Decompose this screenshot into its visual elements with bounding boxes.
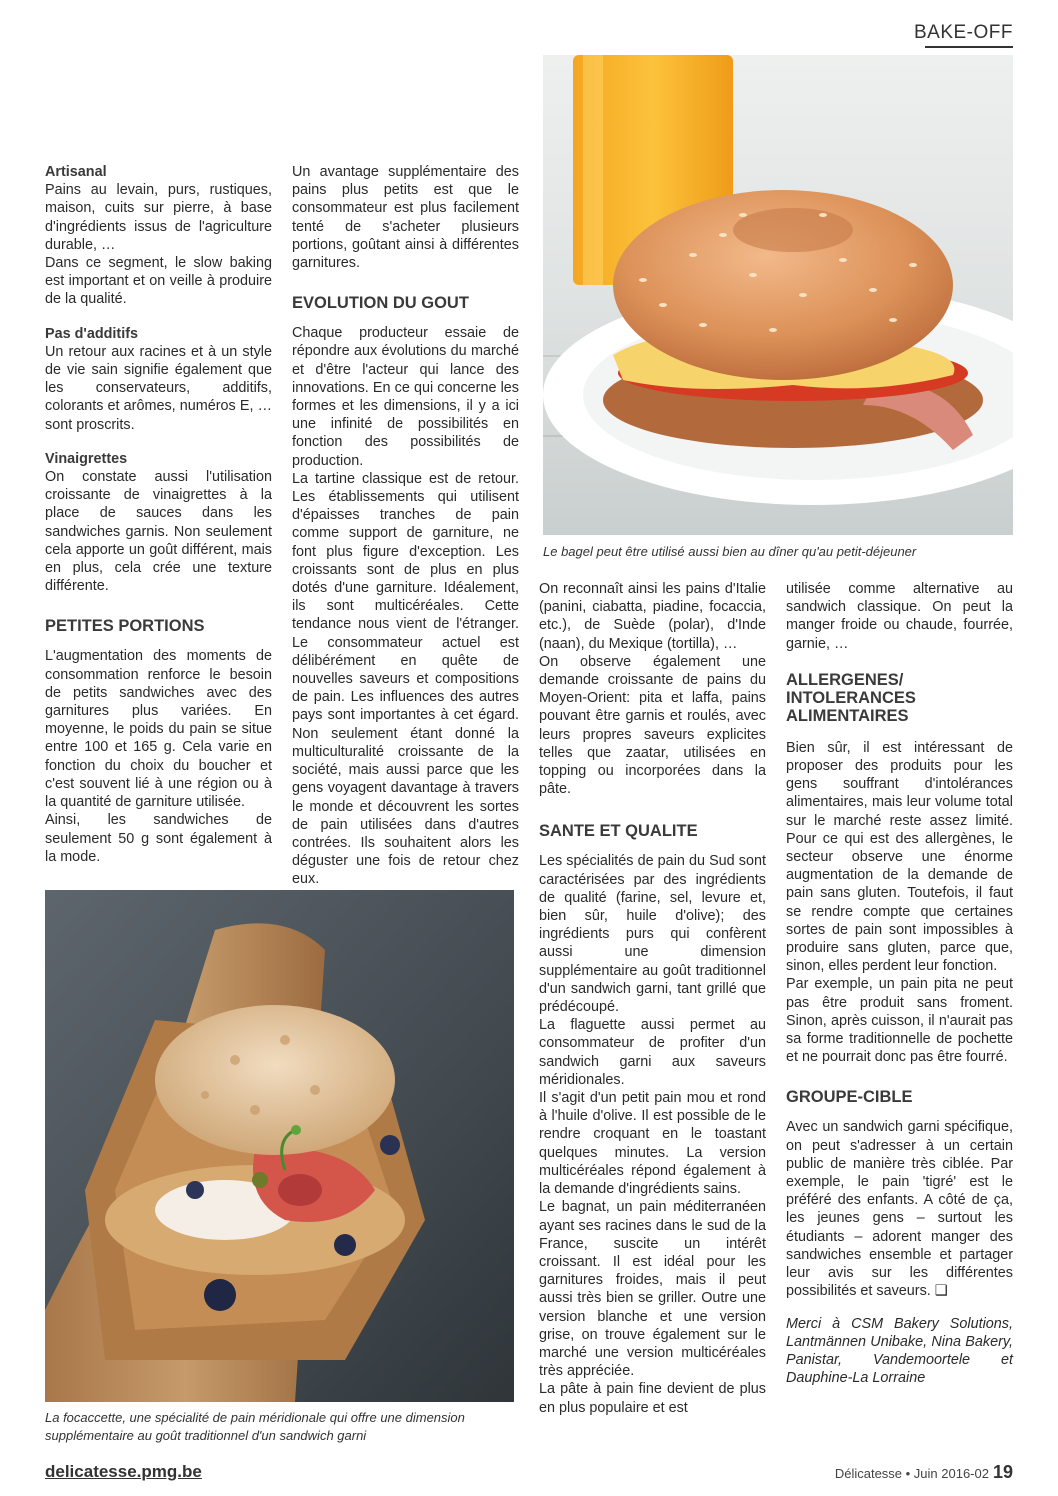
footer-issue <box>835 1462 1013 1483</box>
paragraph: Par exemple, un pain pita ne peut pas être produit sans froment. Sinon, après cuisson, il n'aurait pas sa forme traditionnelle de pochette et ne pourrait donc pas être fourré. <box>786 976 1013 1066</box>
paragraph: On observe également une demande croissante de pains du Moyen-Orient: pita et laffa, pains pouvant être garnis et roulés, avec leurs propres saveurs explicites telles que zaatar, utilisées en topping ou incorporées dans la pâte. <box>539 653 766 798</box>
paragraph: Un retour aux racines et à un style de vie sain signifie également que les conservateurs, additifs, colorants et arômes, numéros E, … sont proscrits. <box>45 343 272 433</box>
heading-groupe-cible: GROUPE-CIBLE <box>786 1088 913 1107</box>
paragraph: La tartine classique est de retour. Les établissements qui utilisent d'épaisses tranches de pain comme support de garniture, ne font plus figure d'exception. Les croissants sont de plus en plus dotés d'une garniture. Idéalement, ils sont multicéréales. Cette tendance nous vient de l'étranger. Le consommateur actuel est délibérément en quête de nouvelles saveurs et compositions de pain. Les influences des autres pays sont importantes à cet égard. Non seulement étant donné la multiculturalité croissante de la société, mais aussi parce que les gens voyagent davantage à travers le monde et découvrent les sortes de pain utilisées dans d'autres contrées. Ils souhaitent alors les déguster une fois de retour chez eux. <box>292 470 519 888</box>
paragraph: Avec un sandwich garni spécifique, on peut s'adresser à un certain public de manière très ciblée. Par exemple, le pain 'tigré' est le préféré des enfants. A côté de ça, les jeunes gens – surtout les étudiants – adorent manger des sandwiches ensemble et partager leur avis sur les différentes possibilités et saveurs. ❑ <box>786 1119 1013 1300</box>
section-rule <box>925 46 1013 48</box>
paragraph: Un avantage supplémentaire des pains plus petits est que le consommateur est plus facilement tenté de s'acheter plusieurs portions, goûtant ainsi à différentes garnitures. <box>292 164 519 272</box>
paragraph: On constate aussi l'utilisation croissante de vinaigrettes à la place de sauces dans les sandwiches garnis. Non seulement cela apporte un goût différent, mais en plus, cela crée une texture différente. <box>45 469 272 595</box>
paragraph: La pâte à pain fine devient de plus en plus populaire et est <box>539 1381 766 1416</box>
heading-petites-portions: PETITES PORTIONS <box>45 617 205 636</box>
subheading-vinaigrettes: Vinaigrettes <box>45 450 128 467</box>
bagel-caption: Le bagel peut être utilisé aussi bien au dîner qu'au petit-déjeuner <box>543 544 917 559</box>
heading-allergenes: ALLERGENES/ INTOLERANCES ALIMENTAIRES <box>786 670 916 725</box>
issue-label: Délicatesse • Juin 2016-02 <box>834 1466 989 1481</box>
focaccette-caption: La focaccette, une spécialité de pain méridionale qui offre une dimension supplémentaire au goût traditionnel d'un sandwich garni <box>45 1410 465 1443</box>
paragraph: Ainsi, les sandwiches de seulement 50 g sont également à la mode. <box>45 812 272 865</box>
paragraph: Les spécialités de pain du Sud sont caractérisées par des ingrédients de qualité (farine, sel, levure et, bien sûr, huile d'olive); des ingrédients purs qui confèrent aussi une dimension supplémentaire au goût traditionnel d'un sandwich garni, tant grillé que prédécoupé. <box>539 853 766 1016</box>
heading-evolution-du-gout: EVOLUTION DU GOUT <box>292 294 469 313</box>
column-1 <box>45 163 272 866</box>
heading-sante-et-qualite: SANTE ET QUALITE <box>539 822 698 841</box>
column-2 <box>292 163 519 889</box>
paragraph: On reconnaît ainsi les pains d'Italie (panini, ciabatta, piadine, focaccia, etc.), de Suède (polar), d'Inde (naan), du Mexique (tortilla), … <box>539 581 766 652</box>
paragraph: L'augmentation des moments de consommation renforce le besoin de petits sandwiches avec des garnitures plus variées. En moyenne, le poids du pain se situe entre 100 et 165 g. Cela varie en fonction du choix du boucher et c'est souvent lié à une région ou à la quantité de garniture utilisée. <box>45 648 272 811</box>
paragraph: Chaque producteur essaie de répondre aux évolutions du marché et d'être l'acteur qui lance des innovations. En ce qui concerne les formes et les dimensions, il y a ici une infinité de possibilités en fonction des possibilités de production. <box>292 325 519 469</box>
focaccette-photo <box>45 890 514 1402</box>
column-3 <box>539 580 766 1417</box>
paragraph: Il s'agit d'un petit pain mou et rond à l'huile d'olive. Il est possible de le rendre croquant en le toastant quelques minutes. La version multicéréales répond également à la demande d'ingrédients sains. <box>539 1090 766 1198</box>
paragraph: Le bagnat, un pain méditerranéen ayant ses racines dans le sud de la France, suscite un intérêt croissant. Il est idéal pour les garnitures froides, mais il peut aussi très bien se griller. Outre une version blanche et une version grise, on trouve également sur le marché une version multicéréales très appréciée. <box>539 1199 766 1380</box>
paragraph: Pains au levain, purs, rustiques, maison, cuits sur pierre, à base d'ingrédients issus de l'agriculture durable, … <box>45 182 272 253</box>
page-number: 19 <box>992 1462 1013 1482</box>
bagel-photo <box>543 55 1013 535</box>
subheading-additifs: Pas d'additifs <box>45 325 138 342</box>
paragraph: Dans ce segment, le slow baking est important et on veille à produire de la qualité. <box>45 255 272 308</box>
subheading-artisanal: Artisanal <box>45 164 107 180</box>
credits: Merci à CSM Bakery Solutions, Lantmännen Unibake, Nina Bakery, Panistar, Vandemoortele et Dauphine-La Lorraine <box>786 1315 1013 1387</box>
paragraph: utilisée comme alternative au sandwich classique. On peut la manger froide ou chaude, fourrée, garnie, … <box>786 581 1013 652</box>
section-label: BAKE-OFF <box>913 22 1013 43</box>
website-link[interactable]: delicatesse.pmg.be <box>45 1462 202 1481</box>
paragraph: La flaguette aussi permet au consommateur de profiter d'un sandwich garni aux saveurs méridionales. <box>539 1017 766 1088</box>
paragraph: Bien sûr, il est intéressant de proposer des produits pour les gens souffrant d'intolérances alimentaires, mais leur volume total sur le marché reste assez limité. Pour ce qui est des allergènes, le secteur observe une énorme augmentation de la demande de pain sans gluten. Toutefois, il faut se rendre compte que certaines sortes de pain sont impossibles à produire sans gluten, parce que, sinon, elles perdent leur fonction. <box>786 739 1013 975</box>
column-4 <box>786 580 1013 1387</box>
